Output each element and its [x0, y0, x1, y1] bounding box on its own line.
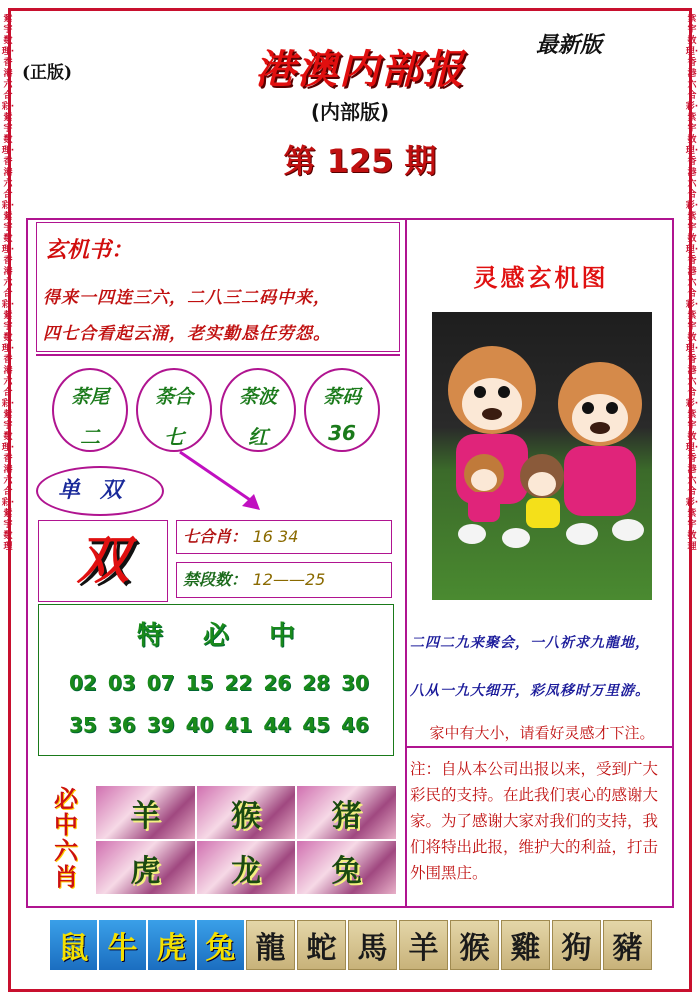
duanshu-value: 12——25 [252, 570, 326, 589]
zodiac-cell: 虎 [96, 841, 195, 894]
number: 35 [69, 713, 97, 737]
zodiac-dragon: 龍 [246, 920, 295, 970]
number: 30 [341, 671, 369, 695]
zodiac-rabbit: 兔 [197, 920, 244, 970]
bizhong-label: 必中六肖 [54, 784, 78, 891]
number: 39 [146, 713, 175, 737]
image-title: 灵感玄机图 [473, 263, 609, 292]
numbers-row-1 [69, 671, 369, 695]
arrow-icon [176, 448, 276, 518]
danshuang-oval: 单双 [36, 466, 164, 516]
bizhong-box [40, 786, 396, 894]
number: 07 [146, 671, 175, 695]
number: 02 [69, 671, 97, 695]
monkey-photo [432, 312, 652, 600]
page-subtitle: (内部版) [310, 100, 390, 124]
zodiac-cell: 猴 [197, 786, 296, 839]
zodiac-pig: 豬 [603, 920, 652, 970]
number: 46 [341, 713, 369, 737]
number: 26 [263, 671, 292, 695]
poem-line-2: 八从一九大细开，彩凤移时万里游。 [410, 683, 650, 699]
xuanji-box [36, 222, 400, 352]
xuanji-line-1: 得来一四连三六，二八三二码中来， [43, 288, 331, 308]
oval-code-label: 荼码 [322, 386, 361, 408]
xuanji-line-2: 四七合看起云涌，老实勤恳任劳怨。 [43, 324, 331, 344]
numbers-row-2 [69, 713, 369, 737]
number: 28 [302, 671, 331, 695]
number: 45 [302, 713, 331, 737]
notice-text: 注：自从本公司出报以来，受到广大彩民的支持。在此我们衷心的感谢大家。为了感谢大家对我们的支持，我们将特出此报，维护大的利益，打击外围黑庄。 [410, 760, 659, 882]
edition-label: (正版) [22, 63, 73, 83]
poem-line-1: 二四二九来聚会，一八祈求九龍地， [410, 635, 650, 651]
number: 44 [263, 713, 292, 737]
zodiac-rat: 鼠 [50, 920, 97, 970]
number: 03 [107, 671, 136, 695]
page-title: 港澳内部报 [255, 46, 465, 93]
shuang-char: 双 [76, 530, 129, 591]
oval-tail-label: 荼尾 [70, 386, 109, 408]
zodiac-cell: 羊 [96, 786, 195, 839]
zodiac-rooster: 雞 [501, 920, 550, 970]
oval-wave [220, 368, 296, 452]
right-side-text: 紫宇数理·香港六合彩·紫宇数理·香港六合彩·紫宇数理·香港六合彩·紫宇数理·香港六合彩·紫宇数理·香港六合彩·紫宇数理 [685, 14, 699, 552]
shuang-box [38, 520, 168, 602]
tebizhong-box [38, 604, 394, 756]
issue-number: 第 125 期 [283, 142, 437, 180]
xuanji-title: 玄机书： [45, 237, 134, 263]
heshu-label: 七合肖： [183, 527, 248, 546]
duanshu-label: 禁段数： [183, 570, 248, 589]
warning-text: 家中有大小，请看好灵感才下注。 [429, 724, 655, 742]
oval-wave-value: 红 [248, 425, 268, 449]
number: 22 [224, 671, 253, 695]
right-divider [407, 746, 674, 748]
heshu-box [176, 520, 392, 554]
column-divider [405, 218, 407, 908]
bizhong-grid [96, 786, 396, 894]
left-side-text: 紫宇数理·香港六合彩·紫宇数理·香港六合彩·紫宇数理·香港六合彩·紫宇数理·香港六合彩·紫宇数理·香港六合彩·紫宇数理 [1, 14, 15, 552]
zodiac-goat: 羊 [399, 920, 448, 970]
monkey-plush-image [432, 312, 652, 600]
heshu-value: 16 34 [252, 527, 299, 546]
zodiac-dog: 狗 [552, 920, 601, 970]
oval-he-label: 荼合 [154, 386, 193, 408]
oval-tail-value: 二 [80, 425, 100, 449]
oval-wave-label: 荼波 [238, 386, 277, 408]
oval-code [304, 368, 380, 452]
latest-label: 最新版 [536, 32, 603, 58]
duanshu-box [176, 562, 392, 598]
zodiac-cell: 兔 [297, 841, 396, 894]
tebizhong-title: 特必中 [136, 621, 335, 651]
zodiac-cell: 猪 [297, 786, 396, 839]
number: 36 [107, 713, 136, 737]
zodiac-horse: 馬 [348, 920, 397, 970]
number: 41 [224, 713, 253, 737]
oval-he-value: 七 [164, 425, 184, 449]
number: 15 [185, 671, 214, 695]
oval-tail [52, 368, 128, 452]
zodiac-monkey: 猴 [450, 920, 499, 970]
zodiac-ox: 牛 [99, 920, 146, 970]
zodiac-snake: 蛇 [297, 920, 346, 970]
number: 40 [185, 713, 214, 737]
oval-code-value: 36 [328, 421, 356, 445]
zodiac-tiger: 虎 [148, 920, 195, 970]
zodiac-bar [50, 920, 652, 970]
oval-he [136, 368, 212, 452]
ovals-row [36, 354, 400, 454]
zodiac-cell: 龙 [197, 841, 296, 894]
